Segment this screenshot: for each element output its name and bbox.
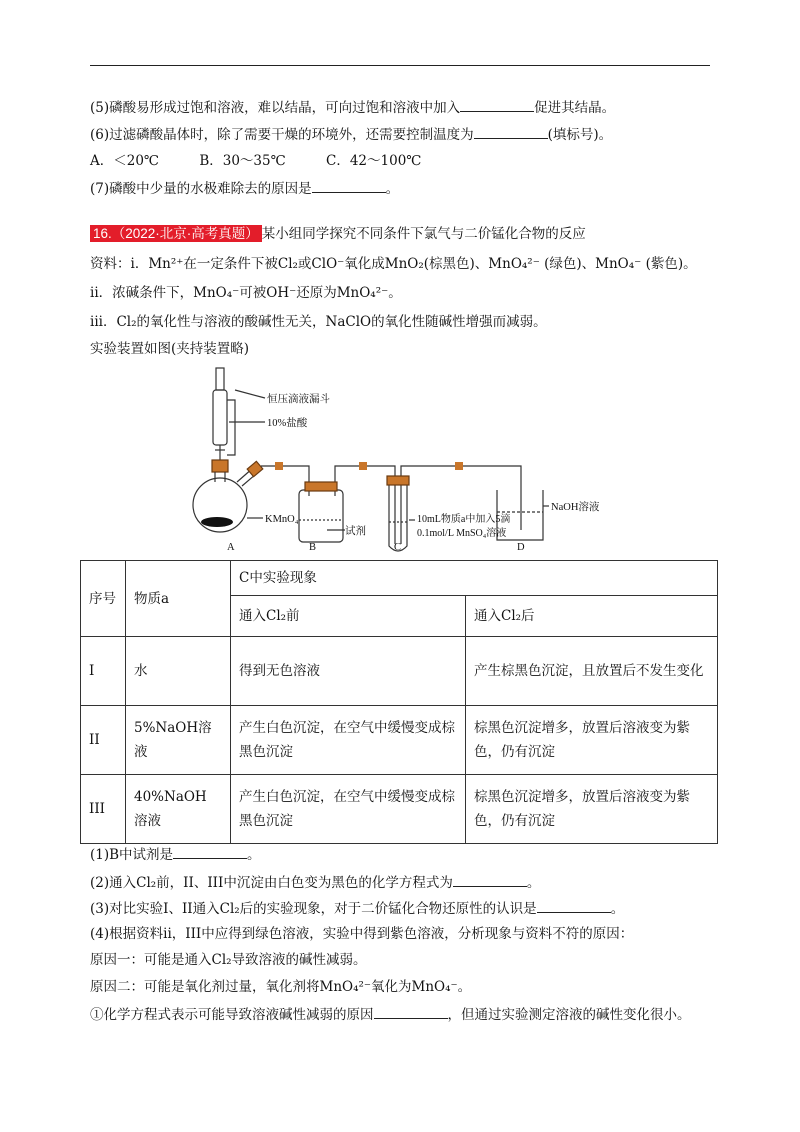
- answer-blank[interactable]: [474, 124, 548, 139]
- table-row: [81, 706, 718, 775]
- cell-after: 棕黑色沉淀增多，放置后溶液变为紫色，仍有沉淀: [466, 775, 718, 844]
- table-row: [81, 775, 718, 844]
- info-ii: ii．浓碱条件下，MnO₄⁻可被OH⁻还原为MnO₄²⁻。: [90, 285, 402, 301]
- option-c[interactable]: C．42～100℃: [326, 153, 422, 169]
- test-tube-c: [389, 484, 407, 551]
- flask-a-side-stopper: [247, 461, 263, 476]
- question-16-header: 16.（2022·北京·高考真题） 某小组同学探究不同条件下氯气与二价锰化合物的反应: [90, 224, 586, 244]
- subquestion-3: (3)对比实验I、II通入Cl₂后的实验现象，对于二价锰化合物还原性的认识是 。: [90, 898, 624, 919]
- tube-a-b: [261, 466, 309, 496]
- subquestion-4: (4)根据资料ii，III中应得到绿色溶液，实验中得到紫色溶液，分析现象与资料不符的原因：: [90, 926, 634, 942]
- funnel-label: 恒压滴液漏斗: [267, 394, 330, 405]
- cell-substance: 水: [126, 637, 231, 706]
- question-6: (6)过滤磷酸晶体时，除了需要干燥的环境外，还需要控制温度为 (填标号)。: [90, 124, 612, 145]
- subquestion-2: (2)通入Cl₂前，II、III中沉淀由白色变为黑色的化学方程式为 。: [90, 872, 540, 893]
- header-seq: 序号: [81, 561, 126, 637]
- apparatus-diagram: [165, 360, 645, 555]
- header-after: 通入Cl₂后: [466, 596, 718, 637]
- cell-substance: 5%NaOH溶液: [126, 706, 231, 775]
- answer-blank[interactable]: [312, 178, 386, 193]
- kmno4-label: KMnO₄: [265, 514, 299, 525]
- cell-no: I: [81, 637, 126, 706]
- reagent-label: 试剂: [345, 526, 366, 537]
- cell-before: 得到无色溶液: [231, 637, 466, 706]
- bottle-b: [299, 490, 343, 542]
- question-7: (7)磷酸中少量的水极难除去的原因是 。: [90, 178, 399, 199]
- header-before: 通入Cl₂前: [231, 596, 466, 637]
- option-a[interactable]: A．＜20℃: [90, 153, 160, 169]
- answer-blank[interactable]: [537, 898, 611, 913]
- apparatus-label-c: C: [394, 542, 402, 553]
- cell-before: 产生白色沉淀，在空气中缓慢变成棕黑色沉淀: [231, 775, 466, 844]
- info-i: 资料：i．Mn²⁺在一定条件下被Cl₂或ClO⁻氧化成MnO₂(棕黑色)、MnO₄²⁻ (绿色)、MnO₄⁻ (紫色)。: [90, 256, 697, 272]
- c-content-line2: 0.1mol/L MnSO₄溶液: [417, 528, 507, 539]
- dropping-funnel: [213, 390, 227, 445]
- info-iii: iii．Cl₂的氧化性与溶液的酸碱性无关，NaClO的氧化性随碱性增强而减弱。: [90, 314, 547, 330]
- option-b[interactable]: B．30～35℃: [199, 153, 286, 169]
- flask-a-stopper: [212, 460, 228, 472]
- cell-no: III: [81, 775, 126, 844]
- funnel-stopper: [216, 368, 224, 390]
- setup-caption: 实验装置如图(夹持装置略): [90, 341, 250, 357]
- answer-blank[interactable]: [173, 844, 247, 859]
- header-substance: 物质a: [126, 561, 231, 637]
- pressure-equalizing-tube: [227, 400, 235, 455]
- c-content-line1: 10mL物质a中加入5滴: [417, 514, 511, 525]
- reason-2: 原因二：可能是氧化剂过量，氧化剂将MnO₄²⁻氧化为MnO₄⁻。: [90, 979, 472, 995]
- question-5: (5)磷酸易形成过饱和溶液，难以结晶，可向过饱和溶液中加入 促进其结晶。: [90, 97, 615, 118]
- apparatus-label-d: D: [517, 542, 525, 553]
- subquestion-1: (1)B中试剂是 。: [90, 844, 261, 865]
- table-row: [81, 637, 718, 706]
- apparatus-label-a: A: [227, 542, 235, 553]
- apparatus-label-b: B: [309, 542, 317, 553]
- cell-before: 产生白色沉淀，在空气中缓慢变成棕黑色沉淀: [231, 706, 466, 775]
- cell-after: 产生棕黑色沉淀，且放置后不发生变化: [466, 637, 718, 706]
- subquestion-4-1: ①化学方程式表示可能导致溶液碱性减弱的原因 ，但通过实验测定溶液的碱性变化很小。: [90, 1004, 691, 1025]
- question-6-options: [90, 151, 457, 171]
- question-source-tag: 16.（2022·北京·高考真题）: [90, 225, 262, 242]
- answer-blank[interactable]: [453, 872, 527, 887]
- cell-no: II: [81, 706, 126, 775]
- header-rule: [90, 65, 710, 66]
- cell-after: 棕黑色沉淀增多，放置后溶液变为紫色，仍有沉淀: [466, 706, 718, 775]
- header-c-observation: C中实验现象: [231, 561, 718, 596]
- answer-blank[interactable]: [460, 97, 534, 112]
- results-table: [80, 560, 718, 844]
- kmno4-solid: [201, 517, 233, 527]
- answer-blank[interactable]: [374, 1004, 448, 1019]
- reason-1: 原因一：可能是通入Cl₂导致溶液的碱性减弱。: [90, 952, 367, 968]
- naoh-label: NaOH溶液: [551, 502, 600, 513]
- table-header-row: [81, 561, 718, 596]
- acid-label: 10%盐酸: [267, 418, 308, 429]
- cell-substance: 40%NaOH 溶液: [126, 775, 231, 844]
